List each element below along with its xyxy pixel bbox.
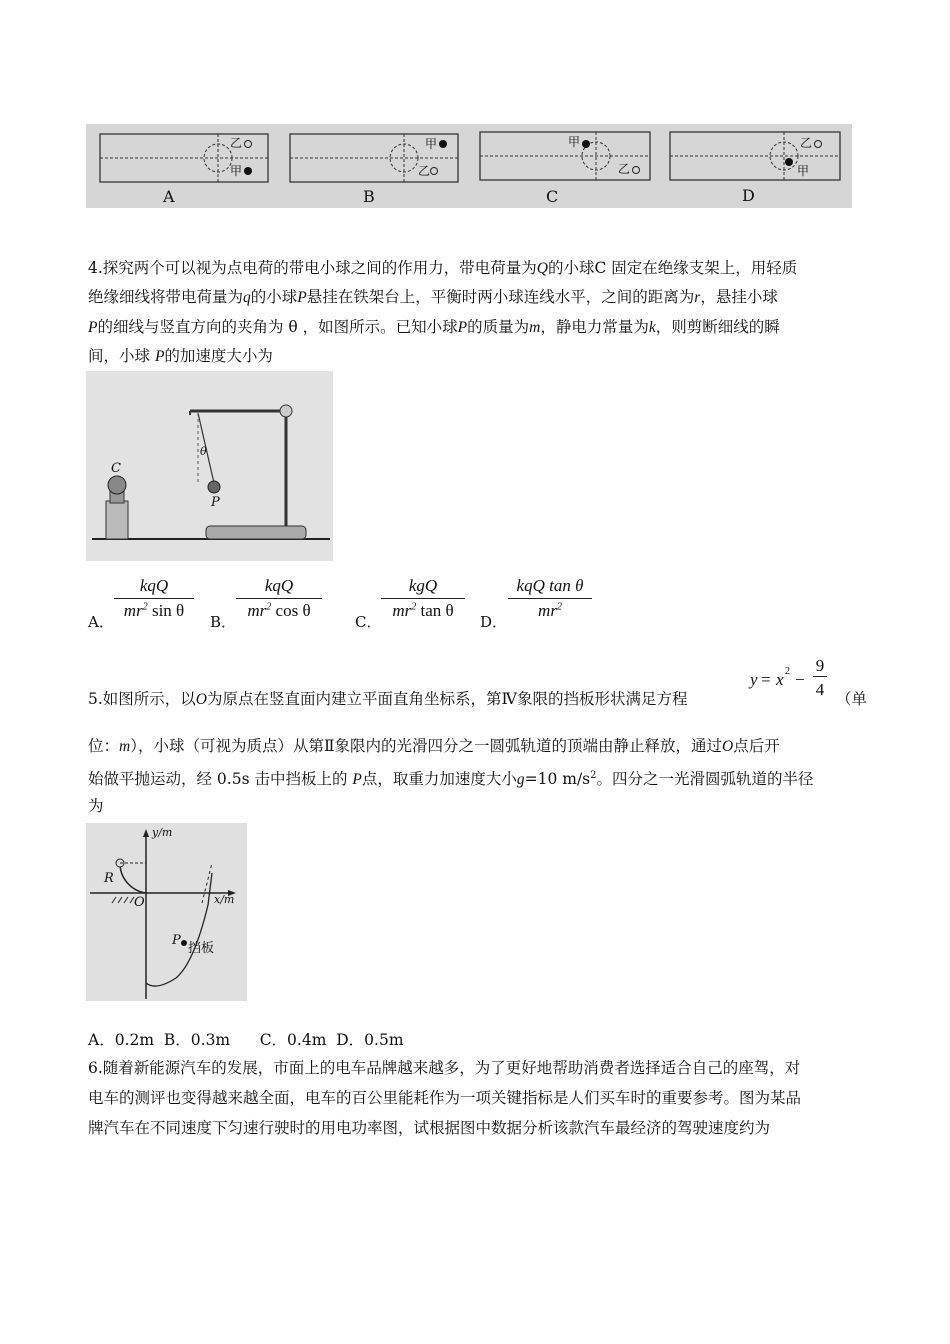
q5-fig-label-o: O: [134, 895, 145, 910]
panel-b-label-2: 乙: [418, 164, 431, 178]
q5-line-4: 为: [88, 797, 104, 815]
q4-option-d: kqQ tan θ $mr^2$: [508, 576, 592, 621]
panel-c-label-2: 乙: [618, 162, 631, 176]
panel-a-letter: A: [163, 187, 175, 206]
q4-option-c-letter: C．: [355, 613, 382, 631]
panel-a-label-1: 乙: [230, 136, 243, 150]
q5-figure-drawing: [86, 823, 247, 1001]
q6-line-3: 牌汽车在不同速度下匀速行驶时的用电功率图，试根据图中数据分析该款汽车最经济的驾驶速度约为: [88, 1119, 771, 1137]
q4-option-b-letter: B．: [210, 613, 237, 631]
q4-option-a-letter: A．: [88, 613, 114, 631]
q6-line-2: 电车的测评也变得越来越全面，电车的百公里能耗作为一项关键指标是人们买车时的重要参考。图为某品: [88, 1089, 802, 1107]
panel-d-label-1: 乙: [800, 136, 813, 150]
q4-line-3: P的细线与竖直方向的夹角为 θ ，如图所示。已知小球P的质量为m，静电力常量为k，则剪断细线的瞬: [88, 318, 780, 336]
q4-fig-label-p: P: [211, 495, 220, 510]
panel-d-label-2: 甲: [797, 164, 810, 178]
q5-fig-label-p: P: [172, 933, 181, 948]
q4-line-4: 间，小球 P的加速度大小为: [88, 347, 273, 365]
top-figure-drawing: [86, 124, 852, 208]
q4-figure: [86, 371, 333, 561]
q4-option-a: kqQ $mr^2$ sin θ: [114, 576, 194, 621]
panel-a-label-2: 甲: [230, 164, 243, 178]
q5-options: A．0.2m B．0.3m C．0.4m D．0.5m: [88, 1031, 404, 1049]
q6-line-1: 6.随着新能源汽车的发展，市面上的电车品牌越来越多，为了更好地帮助消费者选择适合自己的座驾，对: [88, 1059, 801, 1077]
q4-option-b: kqQ $mr^2$ cos θ: [236, 576, 322, 621]
q4-line-2: 绝缘细线将带电荷量为q的小球P悬挂在铁架台上，平衡时两小球连线水平，之间的距离为r，悬挂小球: [88, 288, 778, 306]
panel-b-label-1: 甲: [425, 137, 438, 151]
panel-a: [100, 134, 268, 182]
q4-option-c: kgQ $mr^2$ tan θ: [381, 576, 465, 621]
panel-b-letter: B: [363, 187, 375, 206]
q4-fig-label-theta: θ: [200, 445, 207, 458]
top-figure: [86, 124, 852, 208]
q5-line-1-tail: （单: [836, 690, 868, 708]
q5-figure: [86, 823, 247, 1001]
q5-line-2: 位：m），小球（可视为质点）从第Ⅱ象限内的光滑四分之一圆弧轨道的顶端由静止释放，通过O点后开: [88, 737, 780, 755]
q4-figure-drawing: [86, 371, 333, 561]
q4-line-1: 4.探究两个可以视为点电荷的带电小球之间的作用力，带电荷量为Q的小球C 固定在绝缘支架上，用轻质: [88, 259, 798, 277]
panel-d-letter: D: [742, 186, 755, 205]
q5-fig-label-board: 挡板: [188, 941, 215, 956]
q4-fig-label-c: C: [111, 461, 121, 476]
panel-d: [670, 132, 840, 180]
q5-fig-label-r: R: [104, 871, 114, 886]
q5-fig-label-x: x/m: [214, 893, 235, 906]
q5-line-1: 5.如图所示，以O为原点在竖直面内建立平面直角坐标系，第Ⅳ象限的挡板形状满足方程: [88, 690, 688, 708]
q5-fig-label-y: y/m: [152, 826, 173, 839]
q5-line-3: 始做平抛运动，经 0.5s 击中挡板上的 P点，取重力加速度大小g=10 $m/s^2$。四分之一光滑圆弧轨道的半径: [88, 770, 814, 789]
q4-option-d-letter: D．: [480, 613, 508, 631]
panel-c-label-1: 甲: [568, 135, 581, 149]
panel-c-letter: C: [546, 187, 559, 206]
